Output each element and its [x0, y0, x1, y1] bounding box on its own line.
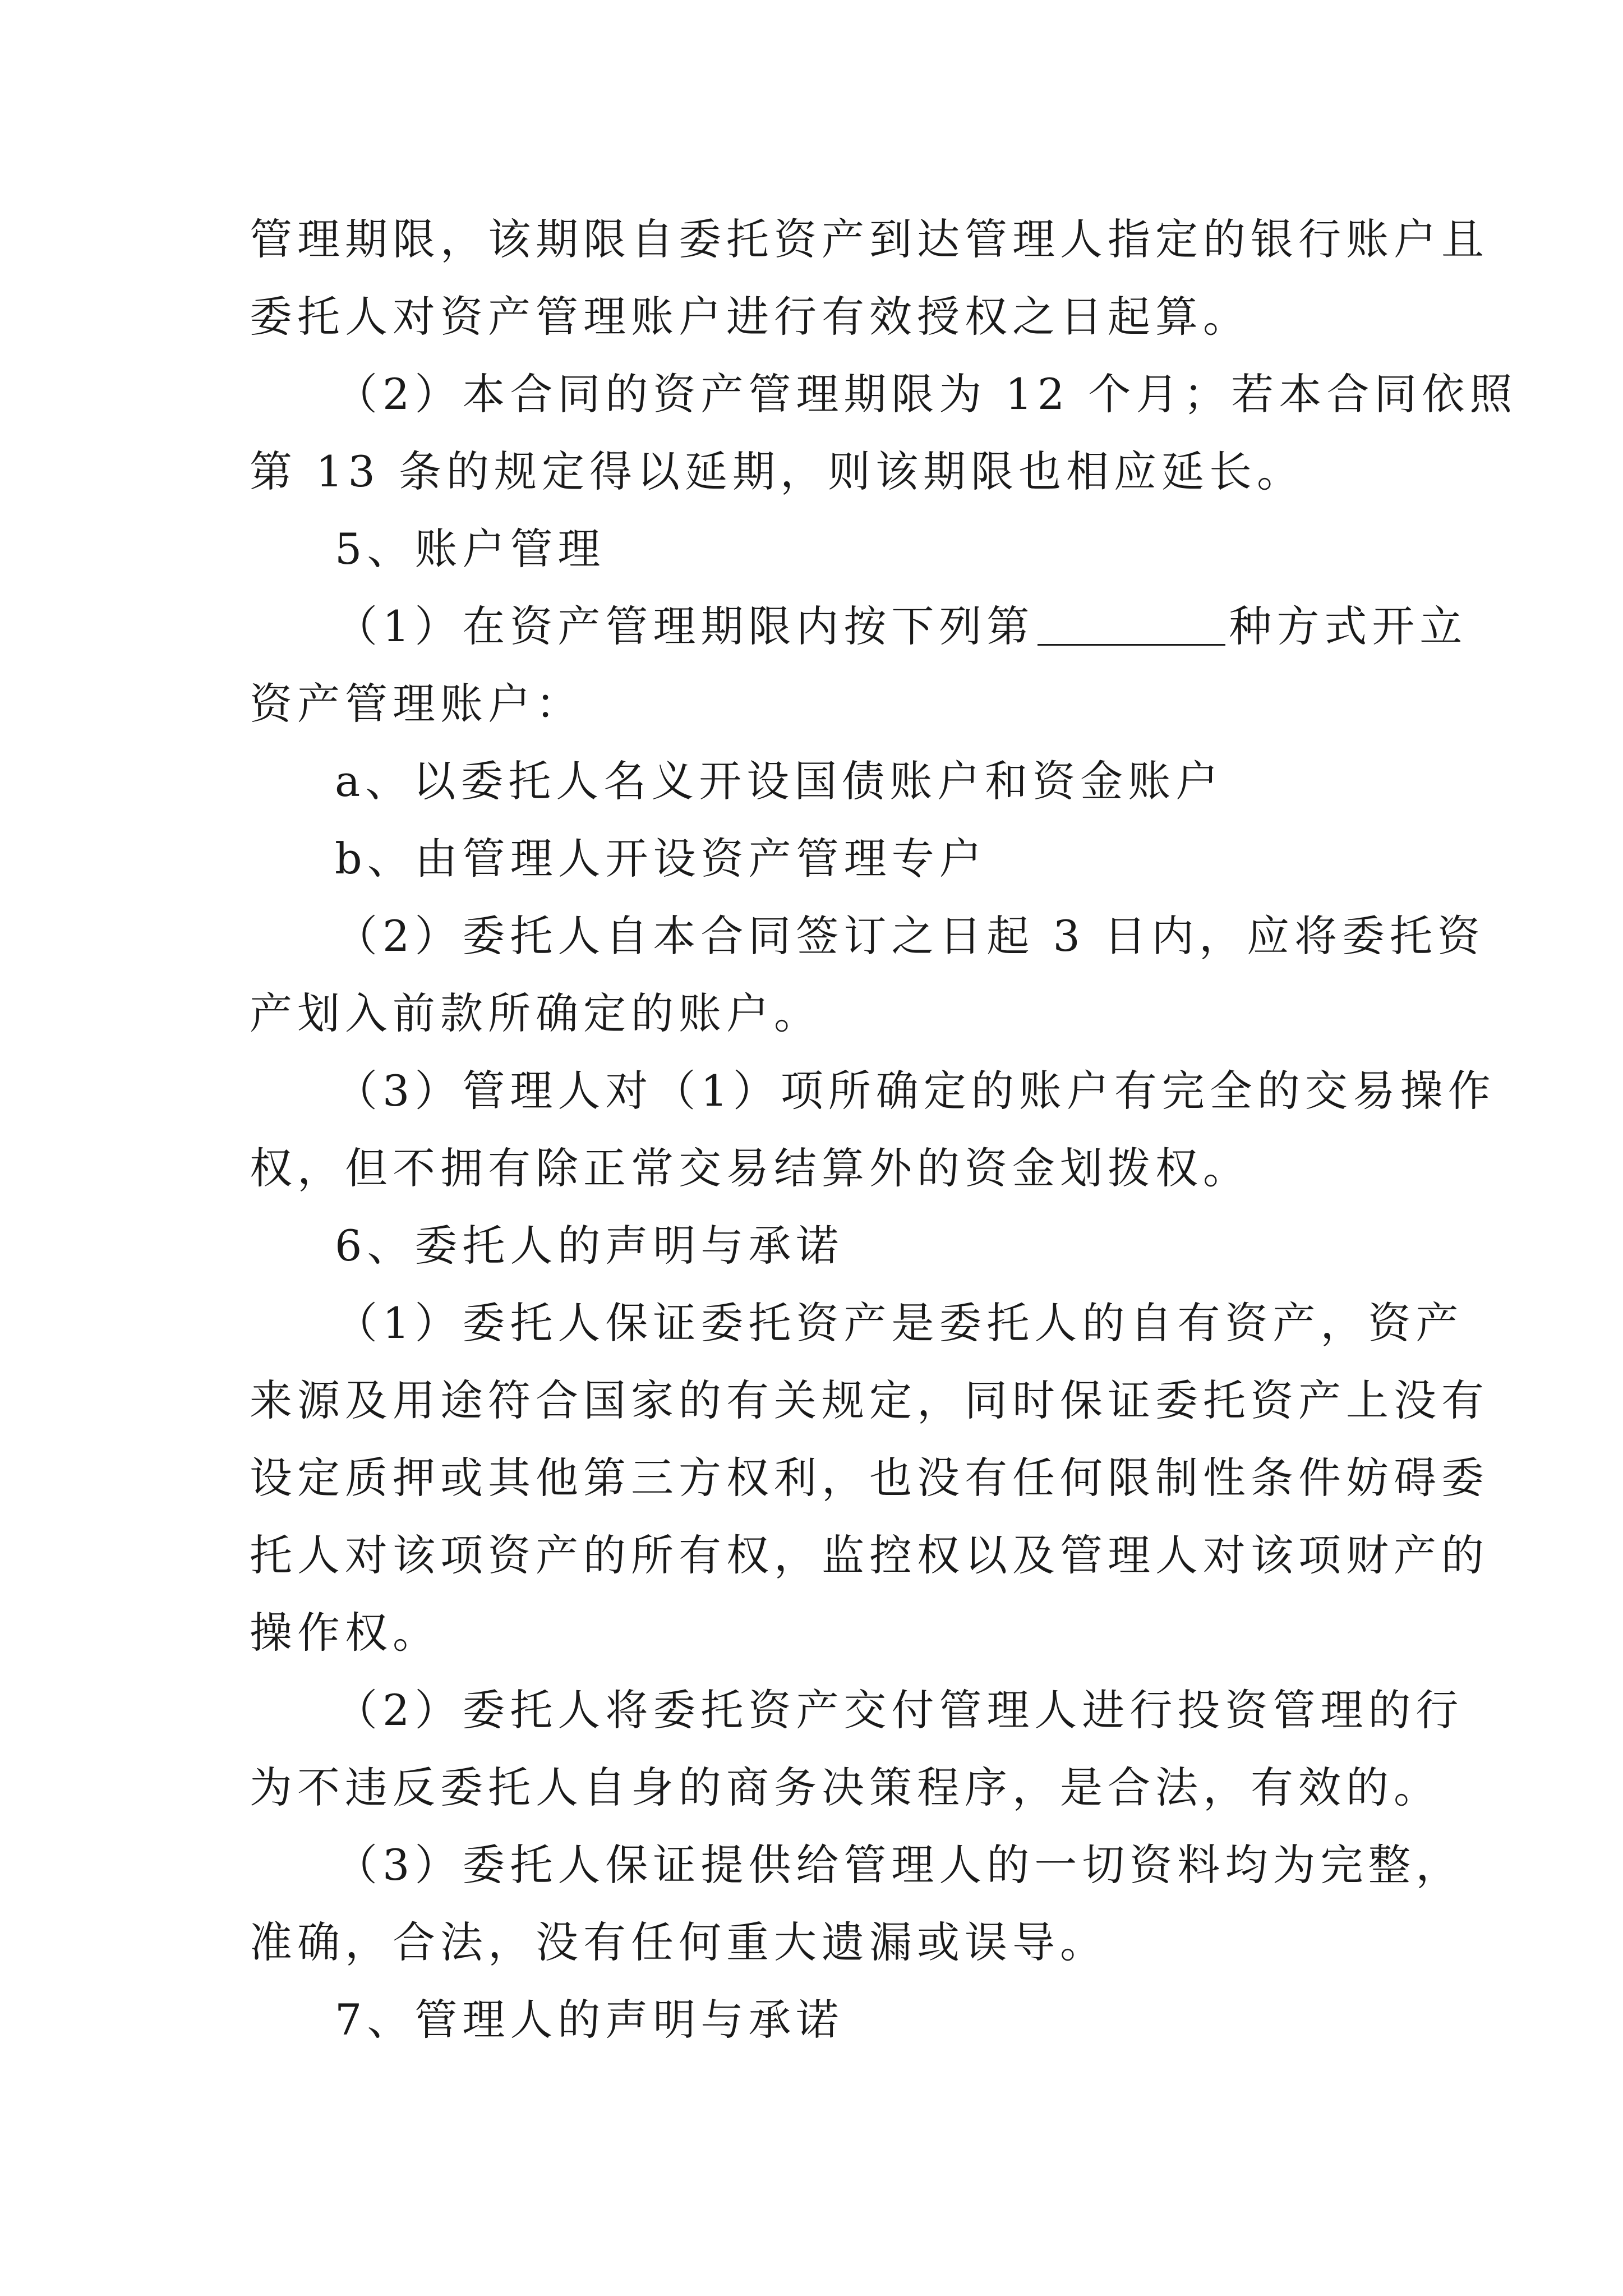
clause-5-1-text-before: （1）在资产管理期限内按下列第	[335, 601, 1035, 651]
paragraph-line: 权，但不拥有除正常交易结算外的资金划拨权。	[250, 1143, 1251, 1193]
paragraph-line: 来源及用途符合国家的有关规定，同时保证委托资产上没有	[250, 1375, 1489, 1425]
clause-5-1-text-after: 种方式开立	[1229, 601, 1468, 651]
paragraph-line: 为不违反委托人自身的商务决策程序，是合法，有效的。	[250, 1763, 1441, 1812]
fill-in-blank[interactable]	[1038, 601, 1225, 646]
clause-5-3-line: （3）管理人对（1）项所确定的账户有完全的交易操作	[335, 1066, 1496, 1116]
paragraph-line: 设定质押或其他第三方权利，也没有任何限制性条件妨碍委	[250, 1453, 1489, 1503]
paragraph-line: 管理期限，该期限自委托资产到达管理人指定的银行账户且	[250, 214, 1489, 264]
section-heading-5: 5、账户管理	[335, 524, 606, 574]
option-b-line: b、由管理人开设资产管理专户	[335, 834, 987, 884]
document-body	[250, 201, 1518, 2059]
option-a-line: a、以委托人名义开设国债账户和资金账户	[335, 756, 1224, 806]
paragraph-line: 委托人对资产管理账户进行有效授权之日起算。	[250, 292, 1251, 342]
paragraph-line: 操作权。	[250, 1608, 440, 1658]
clause-6-2-line: （2）委托人将委托资产交付管理人进行投资管理的行	[335, 1685, 1464, 1735]
clause-5-2-line: （2）委托人自本合同签订之日起 3 日内，应将委托资	[335, 911, 1486, 961]
section-heading-6: 6、委托人的声明与承诺	[335, 1221, 844, 1271]
paragraph-line: 托人对该项资产的所有权，监控权以及管理人对该项财产的	[250, 1530, 1489, 1580]
clause-6-1-line: （1）委托人保证委托资产是委托人的自有资产，资产	[335, 1298, 1464, 1348]
clause-5-1-line	[250, 588, 1468, 665]
paragraph-line: 第 13 条的规定得以延期，则该期限也相应延长。	[250, 447, 1305, 496]
paragraph-line: 资产管理账户：	[250, 679, 583, 729]
clause-4-2-line: （2）本合同的资产管理期限为 12 个月；若本合同依照	[335, 369, 1518, 419]
section-heading-7: 7、管理人的声明与承诺	[335, 1995, 844, 2045]
paragraph-line: 准确，合法，没有任何重大遗漏或误导。	[250, 1917, 1108, 1967]
paragraph-line: 产划入前款所确定的账户。	[250, 988, 822, 1038]
clause-6-3-line: （3）委托人保证提供给管理人的一切资料均为完整，	[335, 1840, 1464, 1890]
